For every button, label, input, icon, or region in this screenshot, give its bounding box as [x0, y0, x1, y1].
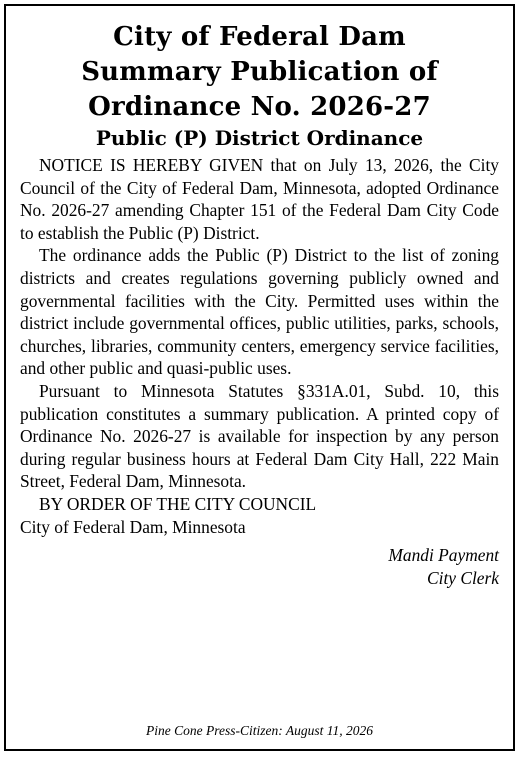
title-line-3: Ordinance No. 2026-27 — [88, 92, 431, 122]
city-line: City of Federal Dam, Minnesota — [20, 516, 246, 537]
publication-footer: Pine Cone Press-Citizen: August 11, 2026 — [146, 723, 373, 738]
paragraph-notice: NOTICE IS HEREBY GIVEN that on July 13, 2026, the City Council of the City of Federal Dam, Minnesota, adopted Ordinance No. 2026-27 amending Chapter 151 of the Federal Dam City Code to establish the Public (P) District. — [20, 155, 499, 243]
signer-name: Mandi Payment — [388, 545, 499, 566]
paragraph-ordinance-summary: The ordinance adds the Public (P) District to the list of zoning districts and creates regulations governing publicly owned and governmental facilities with the City. Permitted uses within the district include governmental offices, public utilities, parks, schools, churches, libraries, community centers, emergency service facilities, and other public and quasi-public uses. — [20, 245, 499, 379]
signature-block — [6, 544, 513, 590]
notice-subtitle: Public (P) District Ordinance — [95, 126, 424, 150]
notice-title — [6, 6, 513, 125]
title-line-1: City of Federal Dam — [113, 22, 406, 52]
notice-body — [6, 152, 513, 538]
order-line: BY ORDER OF THE CITY COUNCIL — [39, 493, 317, 514]
public-notice — [4, 4, 515, 751]
paragraph-statute: Pursuant to Minnesota Statutes §331A.01, Subd. 10, this publication constitutes a summary publication. A printed copy of Ordinance No. 2026-27 is available for inspection by any person during regular business hours at Federal Dam City Hall, 222 Main Street, Federal Dam, Minnesota. — [20, 380, 499, 492]
signer-title: City Clerk — [427, 568, 499, 589]
title-line-2: Summary Publication of — [81, 57, 438, 87]
